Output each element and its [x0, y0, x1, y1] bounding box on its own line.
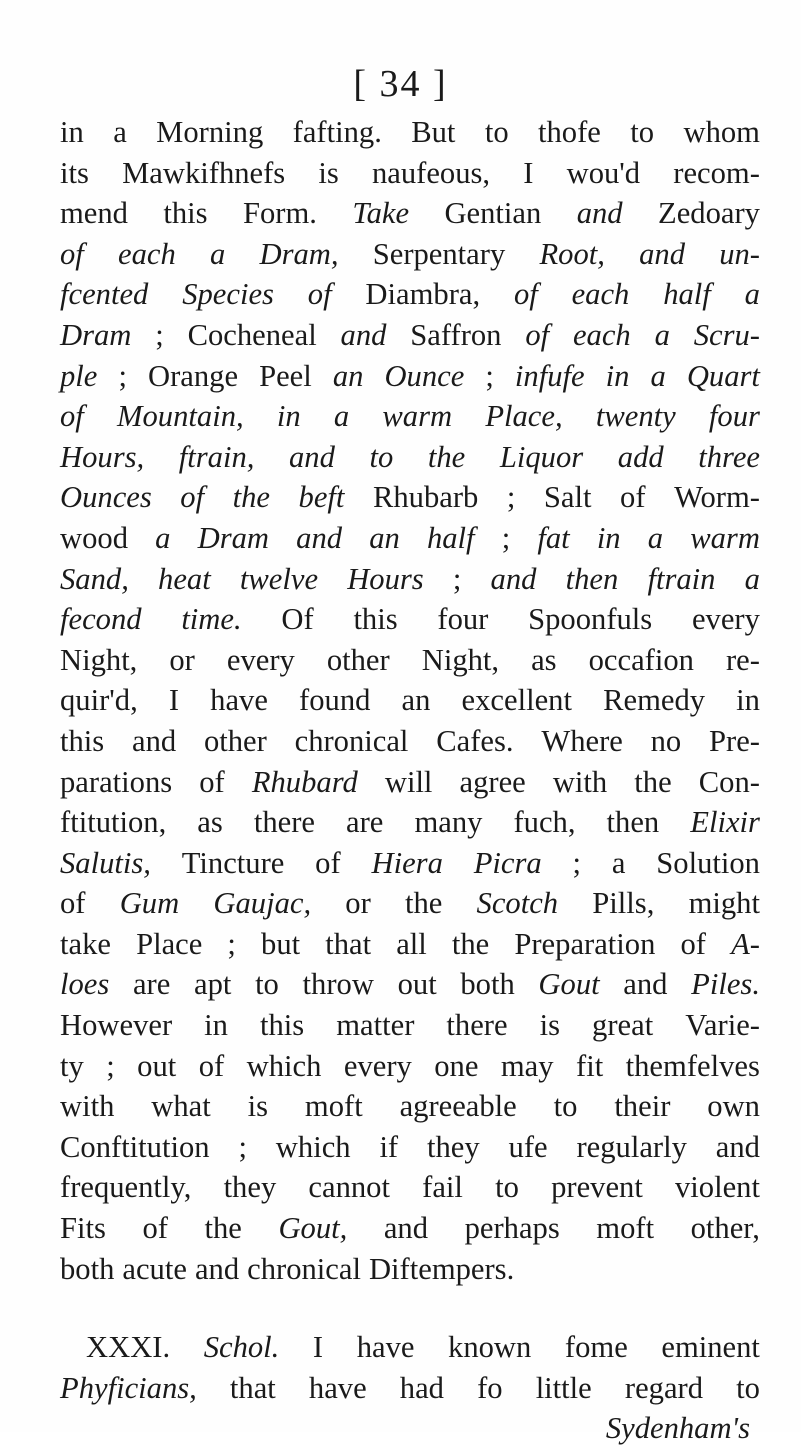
word: Where: [541, 723, 623, 758]
word: throw: [302, 967, 374, 1002]
word: excellent: [461, 683, 572, 718]
word: Species: [182, 277, 274, 312]
word: quir'd,: [60, 683, 138, 718]
word: and: [490, 561, 537, 596]
word: fome: [564, 1330, 628, 1365]
word: of: [180, 480, 205, 515]
word: in: [605, 358, 630, 393]
word: fail: [422, 1170, 463, 1205]
word: perhaps: [464, 1211, 560, 1246]
text-line: [60, 559, 760, 600]
word: fat: [537, 520, 570, 555]
word: if: [379, 1129, 399, 1164]
text-line: [60, 1046, 760, 1087]
word: and: [296, 520, 343, 555]
word: Take: [352, 196, 410, 231]
text-line: [60, 193, 760, 234]
word: moft: [596, 1211, 655, 1246]
text-line: [60, 802, 760, 843]
word: its: [60, 155, 89, 190]
text-line: [60, 883, 760, 924]
paragraph-2: [60, 1327, 760, 1408]
word: and: [576, 196, 623, 231]
word: Peel: [259, 358, 312, 393]
word: then: [565, 561, 619, 596]
word: and: [715, 1129, 760, 1164]
word: XXXI.: [86, 1330, 171, 1365]
word: Place: [136, 926, 203, 961]
word: of: [198, 1048, 225, 1083]
word: Preparation: [514, 926, 656, 961]
word: the: [232, 480, 271, 515]
word: Of: [281, 602, 314, 637]
word: Gout: [538, 967, 600, 1002]
word: this: [60, 723, 105, 758]
word: Piles.: [691, 967, 760, 1002]
word: to: [484, 115, 509, 149]
word: ;: [227, 926, 236, 961]
paragraph-1: [60, 112, 760, 1289]
word: each: [118, 236, 176, 271]
word: re-: [725, 642, 760, 677]
word: and: [289, 439, 335, 474]
word: to: [255, 967, 279, 1002]
word: every: [691, 602, 760, 637]
word: other,: [690, 1211, 760, 1246]
word: a: [744, 561, 760, 596]
word: ;: [155, 317, 164, 352]
word: both: [460, 967, 515, 1002]
word: Hours,: [60, 439, 145, 474]
word: of: [60, 886, 86, 921]
text-line: [60, 1005, 760, 1046]
text-line: [60, 315, 760, 356]
word: Gum: [119, 886, 180, 921]
word: eminent: [661, 1330, 760, 1365]
word: this: [353, 602, 398, 637]
word: half: [426, 520, 475, 555]
text-line: [60, 153, 760, 194]
text-line: [60, 396, 760, 437]
word: Dram: [197, 520, 269, 555]
word: and: [639, 236, 685, 271]
word: fafting.: [292, 115, 382, 149]
word: Cafes.: [436, 723, 514, 758]
word: out: [137, 1048, 177, 1083]
word: Liquor: [499, 439, 584, 474]
word: warm: [382, 399, 453, 434]
word: is: [539, 1008, 561, 1043]
word: own: [707, 1089, 760, 1124]
word: there: [446, 1008, 508, 1043]
word: a: [647, 520, 664, 555]
page-text: [60, 112, 760, 1449]
word: every: [226, 642, 295, 677]
word: Conftitution: [60, 1129, 210, 1164]
word: Worm-: [674, 480, 760, 515]
word: Saffron: [410, 317, 502, 352]
word: of: [680, 926, 706, 961]
word: heat: [158, 561, 211, 596]
word: agreeable: [399, 1089, 517, 1124]
word: an: [401, 683, 431, 718]
word: this: [163, 196, 208, 231]
word: violent: [675, 1170, 760, 1205]
word: ftrain: [647, 561, 716, 596]
word: found: [299, 683, 371, 718]
word: a: [113, 115, 127, 149]
text-line: [60, 680, 760, 721]
word: Scotch: [476, 886, 559, 921]
word: or: [169, 642, 195, 677]
word: ftitution,: [60, 805, 167, 840]
word: to: [553, 1089, 578, 1124]
word: themfelves: [625, 1048, 760, 1083]
word: known: [448, 1330, 532, 1365]
word: this: [260, 1008, 305, 1043]
word: Mawkifhnefs: [122, 155, 286, 190]
word: as: [197, 805, 223, 840]
word: twelve: [239, 561, 319, 596]
word: un-: [719, 236, 760, 271]
text-line: [60, 762, 760, 803]
word: fecond: [60, 602, 142, 637]
text-line: [60, 1368, 760, 1409]
text-line: [60, 924, 760, 965]
word: each: [572, 317, 631, 352]
word: chronical: [247, 1251, 361, 1286]
word: with: [60, 1089, 115, 1124]
word: the: [427, 439, 466, 474]
text-line: [60, 518, 760, 559]
word: other: [203, 723, 267, 758]
word: or: [345, 886, 371, 921]
word: have: [308, 1370, 367, 1405]
word: Gaujac,: [213, 886, 312, 921]
word: Ounces: [60, 480, 152, 515]
word: a: [744, 277, 760, 312]
word: Night,: [60, 642, 138, 677]
word: all: [396, 926, 427, 961]
text-line: [60, 356, 760, 397]
text-line: [60, 843, 760, 884]
word: fit: [576, 1048, 604, 1083]
word: Pre-: [709, 723, 760, 758]
word: they: [427, 1129, 480, 1164]
text-line: [60, 599, 760, 640]
text-line: [60, 1327, 760, 1368]
word: Form.: [243, 196, 317, 231]
word: parations: [60, 764, 173, 799]
word: Mountain,: [117, 399, 244, 434]
text-line: [60, 721, 760, 762]
word: Solution: [656, 845, 760, 880]
word: ty: [60, 1048, 84, 1083]
text-line: [60, 1127, 760, 1168]
word: thofe: [538, 115, 601, 149]
text-line: [60, 1167, 760, 1208]
word: ufe: [508, 1129, 548, 1164]
word: many: [414, 805, 483, 840]
word: I: [312, 1330, 324, 1365]
word: is: [318, 155, 339, 190]
word: each: [571, 277, 630, 312]
word: and: [194, 1251, 240, 1286]
word: ;: [452, 561, 462, 596]
word: fcented: [60, 277, 149, 312]
word: ;: [506, 480, 516, 515]
word: of: [525, 317, 550, 352]
word: wood: [60, 520, 128, 555]
word: every: [343, 1048, 412, 1083]
word: agree: [459, 764, 526, 799]
word: Dram,: [259, 236, 339, 271]
word: in: [276, 399, 301, 434]
word: Serpentary: [372, 236, 506, 271]
word: Diambra,: [365, 277, 481, 312]
word: little: [535, 1370, 592, 1405]
word: are: [132, 967, 171, 1002]
word: add: [617, 439, 664, 474]
word: of: [142, 1211, 168, 1246]
word: Pills,: [592, 886, 655, 921]
word: However: [60, 1008, 173, 1043]
word: might: [688, 886, 760, 921]
word: Picra: [473, 845, 542, 880]
word: ;: [501, 520, 511, 555]
word: Elixir: [690, 805, 760, 840]
word: ;: [118, 358, 127, 393]
word: to: [369, 439, 394, 474]
word: both: [60, 1251, 115, 1286]
word: of: [60, 236, 84, 271]
word: which: [246, 1048, 322, 1083]
text-line: [60, 1208, 760, 1249]
word: of: [513, 277, 538, 312]
word: Sand,: [60, 561, 129, 596]
word: Rhubarb: [372, 480, 479, 515]
word: to: [736, 1370, 760, 1405]
word: prevent: [551, 1170, 643, 1205]
text-line: [60, 112, 760, 153]
word: are: [346, 805, 384, 840]
word: A-: [731, 926, 760, 961]
word: Root,: [539, 236, 605, 271]
word: half: [663, 277, 711, 312]
word: fuch,: [513, 805, 576, 840]
catchword-line: [60, 1408, 760, 1449]
word: Salutis,: [60, 845, 151, 880]
word: and: [623, 967, 668, 1002]
word: no: [650, 723, 682, 758]
word: great: [592, 1008, 654, 1043]
word: of: [315, 845, 341, 880]
text-line: [60, 1086, 760, 1127]
word: in: [596, 520, 621, 555]
word: will: [384, 764, 433, 799]
word: Orange: [147, 358, 239, 393]
word: wou'd: [566, 155, 641, 190]
word: Hiera: [371, 845, 443, 880]
word: Ounce: [384, 358, 465, 393]
word: a: [209, 236, 226, 271]
word: naufeous,: [371, 155, 491, 190]
word: the: [634, 764, 672, 799]
word: loes: [60, 967, 110, 1002]
word: an: [332, 358, 364, 393]
word: ;: [106, 1048, 115, 1083]
word: moft: [304, 1089, 363, 1124]
page-number: [ 34 ]: [353, 63, 448, 105]
word: the: [451, 926, 490, 961]
word: a: [650, 358, 666, 393]
word: but: [261, 926, 301, 961]
text-line: [60, 964, 760, 1005]
word: Zedoary: [658, 196, 760, 231]
word: there: [253, 805, 315, 840]
word: Dram: [60, 317, 132, 352]
text-line: [60, 234, 760, 275]
word: whom: [683, 115, 760, 149]
word: is: [247, 1089, 269, 1124]
word: Remedy: [603, 683, 706, 718]
word: ;: [572, 845, 582, 880]
word: ;: [485, 358, 494, 393]
word: then: [606, 805, 660, 840]
word: Con-: [698, 764, 760, 799]
word: recom-: [673, 155, 760, 190]
word: Schol.: [203, 1330, 280, 1365]
word: one: [434, 1048, 479, 1083]
word: infufe: [514, 358, 585, 393]
word: Scru-: [693, 317, 760, 352]
word: regularly: [576, 1129, 687, 1164]
word: regard: [624, 1370, 704, 1405]
word: other: [326, 642, 390, 677]
word: of: [307, 277, 332, 312]
word: Morning: [156, 115, 264, 149]
word: and: [383, 1211, 429, 1246]
word: three: [698, 439, 760, 474]
word: Tincture: [181, 845, 285, 880]
word: they: [223, 1170, 277, 1205]
word: a: [611, 845, 626, 880]
word: and: [340, 317, 387, 352]
word: Gout,: [278, 1211, 348, 1246]
word: as: [531, 642, 557, 677]
word: fo: [477, 1370, 503, 1405]
text-line: [60, 274, 760, 315]
word: had: [399, 1370, 444, 1405]
word: Gentian: [444, 196, 542, 231]
word: of: [60, 399, 84, 434]
word: frequently,: [60, 1170, 192, 1205]
word: apt: [194, 967, 232, 1002]
word: four: [437, 602, 489, 637]
word: Place,: [485, 399, 563, 434]
word: take: [60, 926, 111, 961]
word: Night,: [421, 642, 500, 677]
word: beft: [298, 480, 345, 515]
word: acute: [122, 1251, 187, 1286]
word: their: [614, 1089, 671, 1124]
word: Rhubard: [251, 764, 358, 799]
word: in: [736, 683, 760, 718]
word: Hours: [347, 561, 424, 596]
word: ple: [60, 358, 98, 393]
word: twenty: [595, 399, 676, 434]
word: mend: [60, 196, 128, 231]
word: with: [552, 764, 608, 799]
word: what: [151, 1089, 211, 1124]
word: ;: [238, 1129, 247, 1164]
word: Quart: [686, 358, 760, 393]
text-line: [60, 437, 760, 478]
word: But: [411, 115, 456, 149]
word: in: [204, 1008, 228, 1043]
word: a: [654, 317, 670, 352]
word: cannot: [308, 1170, 390, 1205]
word: time.: [181, 602, 242, 637]
word: four: [708, 399, 760, 434]
word: and: [131, 723, 177, 758]
word: a: [155, 520, 171, 555]
word: out: [397, 967, 437, 1002]
word: that: [229, 1370, 276, 1405]
catchword: Sydenham's: [605, 1411, 750, 1446]
word: Varie-: [685, 1008, 760, 1043]
word: of: [620, 480, 646, 515]
word: in: [60, 115, 84, 149]
word: may: [500, 1048, 554, 1083]
word: I: [523, 155, 534, 190]
word: occafion: [588, 642, 694, 677]
word: that: [325, 926, 372, 961]
word: which: [275, 1129, 351, 1164]
word: to: [495, 1170, 519, 1205]
word: Diftempers.: [368, 1251, 515, 1286]
word: have: [210, 683, 268, 718]
word: the: [204, 1211, 242, 1246]
text-line: [60, 1249, 760, 1290]
word: Fits: [60, 1211, 106, 1246]
paragraph-gap: [60, 1289, 760, 1327]
word: I: [168, 683, 180, 718]
word: Salt: [543, 480, 592, 515]
word: to: [630, 115, 655, 149]
word: the: [404, 886, 443, 921]
word: Cocheneal: [187, 317, 317, 352]
word: matter: [336, 1008, 415, 1043]
word: of: [199, 764, 225, 799]
text-line: [60, 640, 760, 681]
word: ftrain,: [178, 439, 255, 474]
word: chronical: [294, 723, 409, 758]
word: Spoonfuls: [528, 602, 653, 637]
word: Phyficians,: [60, 1370, 197, 1405]
text-line: [60, 477, 760, 518]
word: have: [356, 1330, 415, 1365]
word: an: [369, 520, 400, 555]
word: a: [333, 399, 350, 434]
word: warm: [690, 520, 760, 555]
